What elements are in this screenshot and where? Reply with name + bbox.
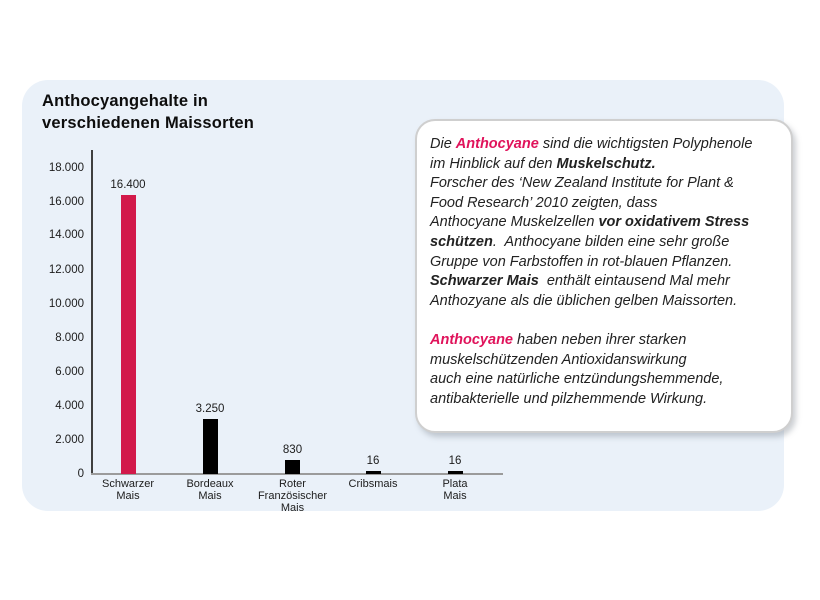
text-segment: schützen: [430, 233, 493, 250]
info-line: [430, 351, 785, 371]
category-line: Mais: [116, 489, 140, 502]
bar: [366, 471, 381, 474]
info-line: [430, 253, 785, 273]
x-category-label: [400, 479, 510, 503]
info-line: [430, 311, 785, 331]
y-tick-label: 14.000: [48, 229, 84, 241]
bar-value-label: 16: [366, 455, 380, 467]
info-line: [430, 331, 785, 351]
text-segment: im Hinblick auf den: [430, 155, 557, 172]
info-line: [430, 292, 785, 312]
text-segment: muskelschützenden Antioxidanswirkung: [430, 351, 687, 368]
category-line: Mais: [198, 489, 222, 502]
info-line: [430, 213, 785, 233]
bar-value-label: 3.250: [195, 402, 225, 415]
bar-value-label: 830: [282, 443, 303, 456]
category-line: Bordeaux: [186, 478, 234, 490]
info-text: [430, 135, 785, 409]
text-segment: sind die wichtigsten Polyphenole: [538, 136, 753, 152]
text-segment: Food Research’ 2010 zeigten, dass: [430, 194, 658, 211]
text-segment: Muskelschutz.: [556, 155, 656, 172]
category-line: Schwarzer: [102, 478, 154, 490]
text-segment: auch eine natürliche entzündungshemmende,: [430, 371, 724, 388]
y-axis-line: [91, 150, 93, 475]
category-line: Cribsmais: [348, 478, 398, 490]
info-line: [430, 135, 785, 155]
info-line: [430, 390, 785, 410]
info-line: [430, 155, 785, 175]
y-tick-label: 6.000: [55, 366, 84, 378]
info-line: [430, 272, 785, 292]
info-box: [415, 119, 793, 433]
text-segment: Forscher des ‘New Zealand Institute for Plant &: [430, 175, 734, 192]
text-segment: Anthocyane Muskelzellen: [430, 214, 599, 231]
category-line: Mais: [280, 501, 305, 514]
text-segment: Anthozyane als die üblichen gelben Maissorten.: [430, 292, 738, 309]
text-segment: enthält eintausend Mal mehr: [538, 273, 730, 290]
info-line: [430, 370, 785, 390]
bar: [448, 471, 463, 474]
chart-title: Anthocyangehalte in verschiedenen Maissorten: [42, 92, 255, 132]
info-line: [430, 174, 785, 194]
y-tick-label: 4.000: [55, 400, 84, 412]
y-tick-label: 2.000: [55, 434, 84, 446]
y-tick-label: 10.000: [48, 298, 84, 310]
text-segment: haben neben ihrer starken: [513, 331, 687, 348]
category-line: Roter: [279, 478, 306, 490]
text-segment: Anthocyane: [430, 331, 513, 348]
text-segment: Die: [430, 136, 456, 152]
text-segment: antibakterielle und pilzhemmende Wirkung.: [430, 390, 708, 407]
category-line: Plata: [442, 478, 468, 490]
info-line: [430, 194, 785, 214]
text-segment: Schwarzer Mais: [430, 273, 539, 290]
text-segment: Gruppe von Farbstoffen in rot-blauen Pflanzen.: [430, 253, 733, 270]
info-line: [430, 233, 785, 253]
y-tick-label: 16.000: [48, 196, 84, 208]
category-line: Französischer: [257, 489, 328, 502]
text-segment: . Anthocyane bilden eine sehr große: [492, 233, 730, 250]
bar: [203, 419, 218, 474]
text-segment: vor oxidativem Stress: [598, 214, 750, 231]
text-segment: Anthocyane: [455, 136, 539, 152]
y-tick-label: 18.000: [48, 162, 84, 174]
bar-value-label: 16: [448, 455, 462, 467]
bar: [121, 195, 136, 474]
category-line: Mais: [443, 489, 467, 502]
bar: [285, 460, 300, 474]
y-tick-label: 12.000: [48, 264, 84, 276]
bar-value-label: 16.400: [110, 179, 146, 192]
y-tick-label: 0: [77, 468, 84, 480]
y-tick-label: 8.000: [55, 332, 84, 344]
